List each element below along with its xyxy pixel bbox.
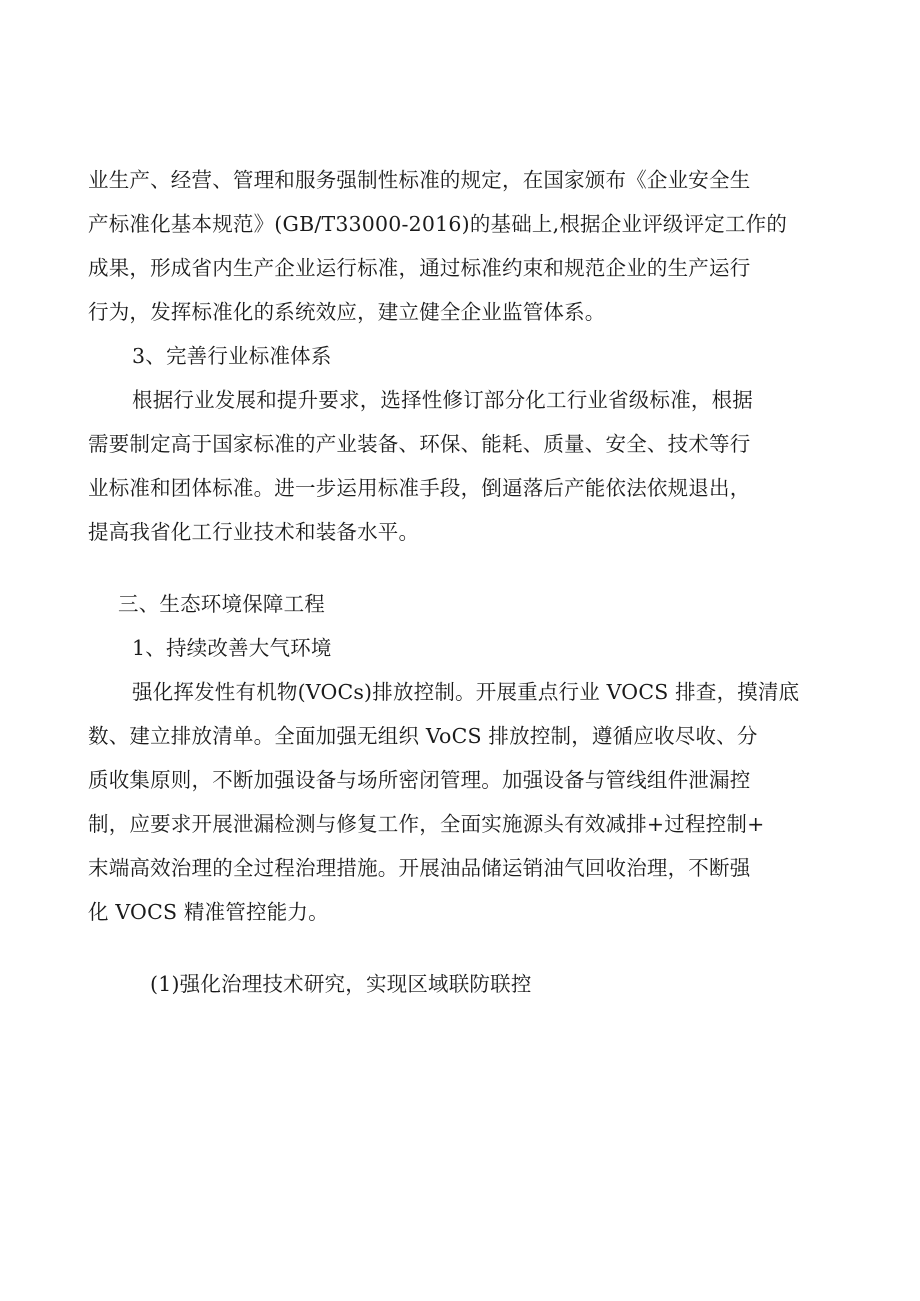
paragraph-line: 需要制定高于国家标准的产业装备、环保、能耗、质量、安全、技术等行: [88, 432, 751, 456]
paragraph-line: 制，应要求开展泄漏检测与修复工作，全面实施源头有效减排+过程控制+: [88, 812, 765, 836]
paragraph-line: 数、建立排放清单。全面加强无组织 VoCS 排放控制，遵循应收尽收、分: [88, 724, 758, 748]
subheading-item: (1)强化治理技术研究，实现区域联防联控: [150, 972, 532, 996]
paragraph-line: 业生产、经营、管理和服务强制性标准的规定，在国家颁布《企业安全生: [88, 168, 751, 192]
paragraph-line: 根据行业发展和提升要求，选择性修订部分化工行业省级标准，根据: [132, 388, 753, 412]
paragraph-line: 提高我省化工行业技术和装备水平。: [88, 520, 420, 544]
section-title: 三、生态环境保障工程: [118, 592, 325, 616]
paragraph-line: 强化挥发性有机物(VOCs)排放控制。开展重点行业 VOCS 排查，摸清底: [132, 680, 800, 704]
paragraph-line: 行为，发挥标准化的系统效应，建立健全企业监管体系。: [88, 300, 606, 324]
paragraph-line: 质收集原则，不断加强设备与场所密闭管理。加强设备与管线组件泄漏控: [88, 768, 751, 792]
subsection-heading: 1、持续改善大气环境: [132, 636, 332, 660]
paragraph-line: 化 VOCS 精准管控能力。: [88, 900, 329, 924]
paragraph-line: 末端高效治理的全过程治理措施。开展油品储运销油气回收治理，不断强: [88, 856, 751, 880]
paragraph-line: 产标准化基本规范》(GB/T33000-2016)的基础上,根据企业评级评定工作的: [88, 212, 788, 236]
subsection-heading: 3、完善行业标准体系: [132, 344, 332, 368]
paragraph-line: 成果，形成省内生产企业运行标准，通过标准约束和规范企业的生产运行: [88, 256, 751, 280]
paragraph-line: 业标准和团体标准。进一步运用标准手段，倒逼落后产能依法依规退出，: [88, 476, 751, 500]
